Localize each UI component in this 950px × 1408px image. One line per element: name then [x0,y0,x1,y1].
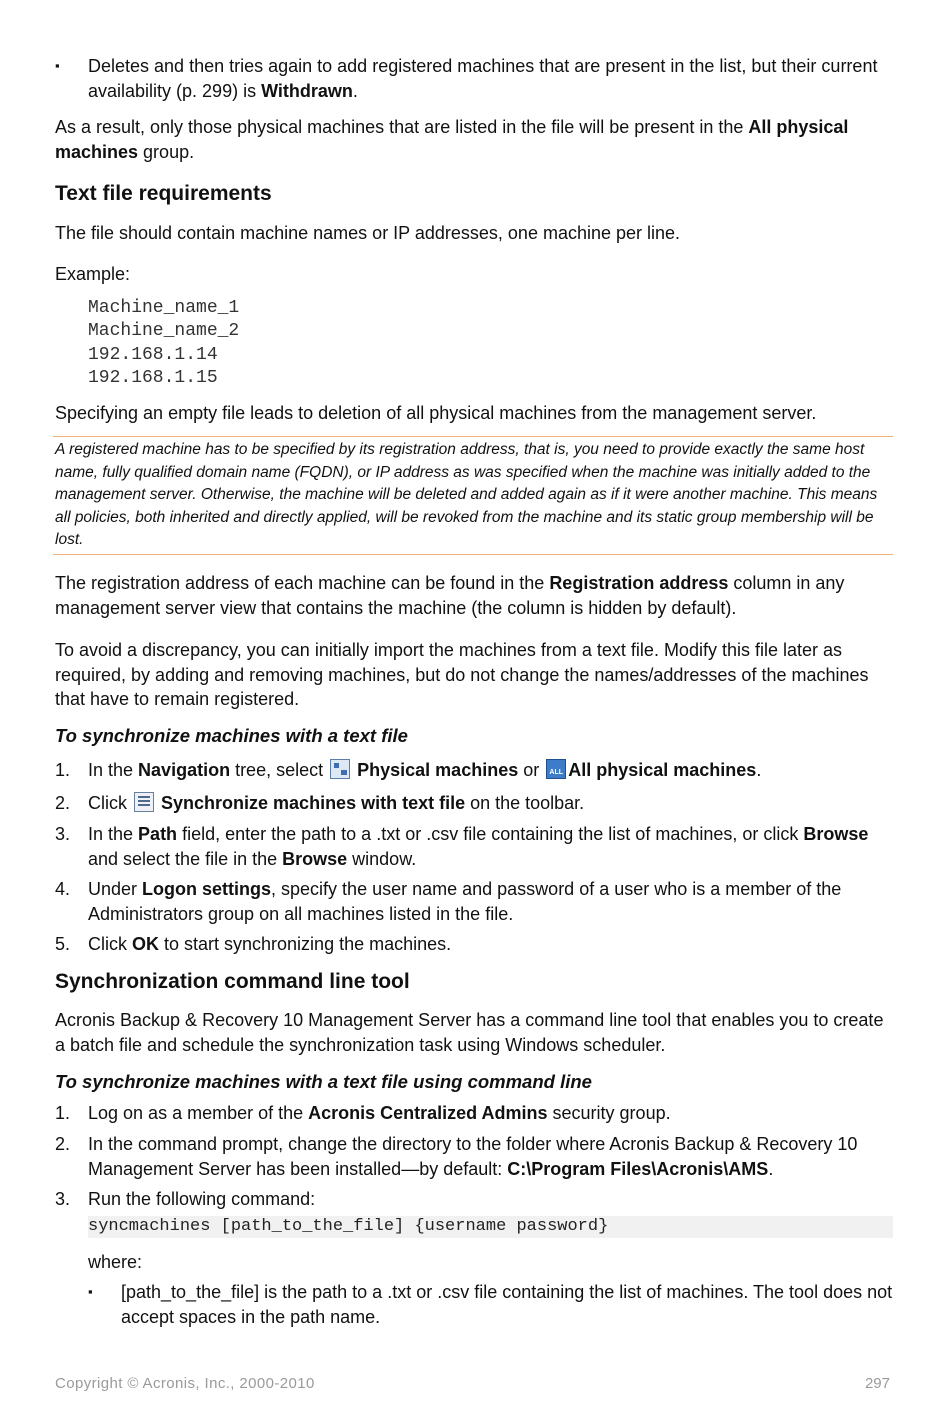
step-text: In the Path field, enter the path to a .txt or .csv file containing the list of machines, or click Browse and select the file in the Browse window. [88,824,869,869]
command-code-block: syncmachines [path_to_the_file] {username password} [88,1216,893,1238]
step-number: 1. [55,760,71,780]
step-text: Click OK to start synchronizing the machines. [88,934,452,954]
physical-machines-icon [330,759,350,779]
section-heading-cli: Synchronization command line tool [55,970,410,993]
bullet-marker: ▪ [55,58,60,73]
all-physical-machines-icon: ALL [546,759,566,779]
step-number: 3. [55,1189,71,1209]
synchronize-icon [134,792,154,812]
result-paragraph: As a result, only those physical machines that are listed in the file will be present in the All physical machines group. [55,117,849,162]
step-text: Under Logon settings, specify the user name and password of a user who is a member of the Administrators group on all machines listed in the file. [88,879,842,924]
example-line: Machine_name_1 [88,298,240,318]
cli-paragraph: Acronis Backup & Recovery 10 Management Server has a command line tool that enables you to create a batch file and schedule the synchronization task using Windows scheduler. [55,1010,884,1055]
bullet-marker: ▪ [88,1284,93,1299]
step-number: 2. [55,1134,71,1154]
registration-paragraph: The registration address of each machine can be found in the Registration address column in any management server view that contains the machine (the column is hidden by default). [55,573,845,618]
footer-page-number: 297 [864,1375,890,1392]
procedure-heading-text-file: To synchronize machines with a text file [55,725,408,746]
step-text: Click Synchronize machines with text file on the toolbar. [88,793,585,813]
example-label: Example: [55,264,131,284]
step-number: 2. [55,793,71,813]
step-number: 4. [55,879,71,899]
bullet-text: [path_to_the_file] is the path to a .txt or .csv file containing the list of machines. The tool does not accept spaces in the path name. [121,1282,893,1327]
step-number: 5. [55,934,71,954]
step-text: Run the following command: [88,1189,316,1209]
section-heading-text-file: Text file requirements [55,182,272,205]
empty-file-paragraph: Specifying an empty file leads to deletion of all physical machines from the management server. [55,403,817,423]
example-line: Machine_name_2 [88,321,240,342]
procedure-heading-cli: To synchronize machines with a text file using command line [55,1071,592,1092]
discrepancy-paragraph: To avoid a discrepancy, you can initially import the machines from a text file. Modify this file later as required, by adding and removing machines, but do not change the names/addresses of the machines that have to remain registered. [55,640,869,709]
note-box: A registered machine has to be specified by its registration address, that is, you need to provide exactly the same host name, fully qualified domain name (FQDN), or IP address as was specified when the machine was initially added to the management server. Otherwise, the machine will be deleted and added again as if it were another machine. This means all policies, both inherited and directly applied, will be revoked from the machine and its static group membership will be lost. [53,436,893,555]
where-label: where: [88,1252,143,1272]
example-code-block [88,297,239,390]
step-text: Log on as a member of the Acronis Centralized Admins security group. [88,1103,671,1123]
example-line: 192.168.1.14 [88,344,218,365]
example-line: 192.168.1.15 [88,367,218,388]
step-number: 3. [55,824,71,844]
text-file-paragraph: The file should contain machine names or IP addresses, one machine per line. [55,223,681,243]
footer-copyright: Copyright © Acronis, Inc., 2000-2010 [55,1375,315,1392]
bullet-text: Deletes and then tries again to add registered machines that are present in the list, but their current availability (p. 299) is Withdrawn. [88,56,878,101]
step-text: In the Navigation tree, select Physical machines or ALL All physical machines. [88,760,762,780]
step-number: 1. [55,1103,71,1123]
step-text: In the command prompt, change the directory to the folder where Acronis Backup & Recovery 10 Management Server has been installed—by default: C:\Program Files\Acronis\AMS. [88,1134,858,1179]
